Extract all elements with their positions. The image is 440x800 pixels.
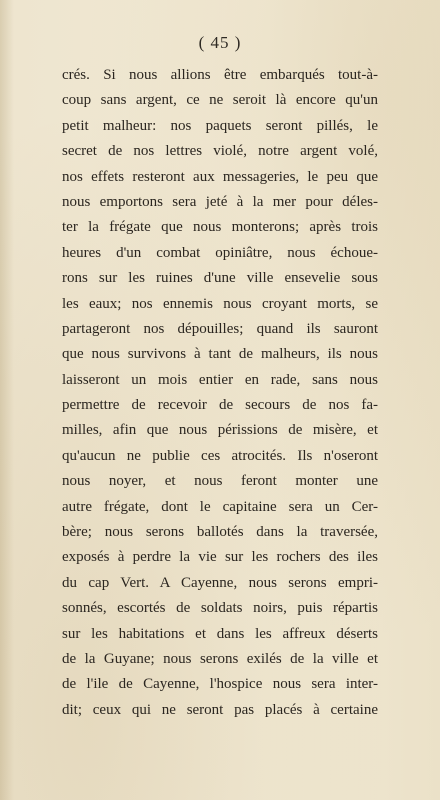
text-line: de la Guyane; nous serons exilés de la ville et bbox=[62, 650, 378, 667]
text-line: ter la frégate que nous monterons; après trois bbox=[62, 219, 378, 236]
text-line: qu'aucun ne publie ces atrocités. Ils n'oseront bbox=[62, 447, 378, 464]
text-line: permettre de recevoir de secours de nos fa- bbox=[62, 397, 378, 414]
text-line: nos effets resteront aux messageries, le peu que bbox=[62, 168, 378, 185]
text-line: heures d'un combat opiniâtre, nous échoue- bbox=[62, 244, 378, 261]
text-line: nous emportons sera jeté à la mer pour déles- bbox=[62, 193, 378, 210]
text-line: sonnés, escortés de soldats noirs, puis répartis bbox=[62, 600, 378, 617]
text-line: nous noyer, et nous feront monter une bbox=[62, 473, 378, 490]
text-line: laisseront un mois entier en rade, sans nous bbox=[62, 371, 378, 388]
text-line: coup sans argent, ce ne seroit là encore qu'un bbox=[62, 92, 378, 109]
text-line: exposés à perdre la vie sur les rochers des iles bbox=[62, 549, 378, 566]
text-line: bère; nous serons ballotés dans la traversée, bbox=[62, 524, 378, 541]
text-line: du cap Vert. A Cayenne, nous serons empri- bbox=[62, 574, 378, 591]
text-line: rons sur les ruines d'une ville ensevelie sous bbox=[62, 270, 378, 287]
text-line: milles, afin que nous périssions de misère, et bbox=[62, 422, 378, 439]
text-line: partageront nos dépouilles; quand ils sauront bbox=[62, 320, 378, 337]
text-line: sur les habitations et dans les affreux déserts bbox=[62, 625, 378, 642]
text-line: de l'ile de Cayenne, l'hospice nous sera inter- bbox=[62, 676, 378, 693]
text-line: crés. Si nous allions être embarqués tout-à- bbox=[62, 67, 378, 83]
body-text bbox=[62, 63, 378, 723]
text-line: que nous survivons à tant de malheurs, ils nous bbox=[62, 346, 378, 363]
text-line: dit; ceux qui ne seront pas placés à certaine bbox=[62, 701, 378, 718]
page-number: ( 45 ) bbox=[198, 33, 242, 52]
text-line: les eaux; nos ennemis nous croyant morts, se bbox=[62, 295, 378, 312]
text-line: secret de nos lettres violé, notre argent volé, bbox=[62, 143, 378, 160]
text-line: petit malheur: nos paquets seront pillés, le bbox=[62, 117, 378, 134]
text-line: autre frégate, dont le capitaine sera un Cer- bbox=[62, 498, 378, 515]
